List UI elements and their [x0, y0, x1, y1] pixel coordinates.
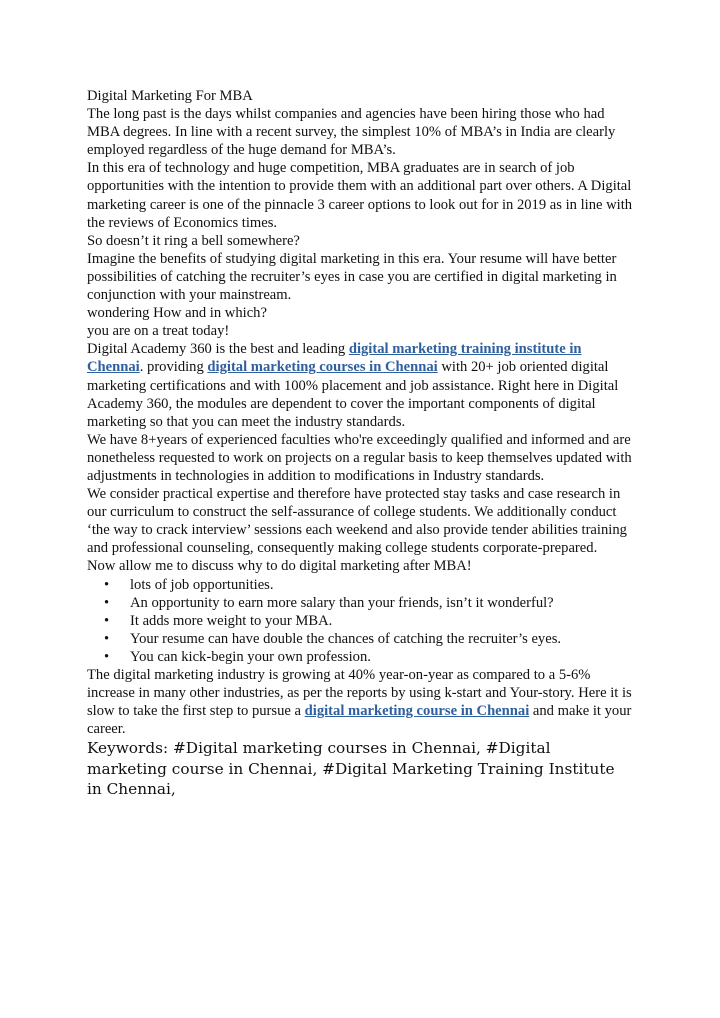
paragraph-era: In this era of technology and huge competition, MBA graduates are in search of job opportunities with the intention to provide them with an additional part over others. A Digital marketing career is one of the pinnacle 3 career options to look out for in 2019 as in line with the reviews of Economics times. — [87, 160, 633, 231]
course-link[interactable]: digital marketing course in Chennai — [304, 703, 530, 720]
paragraph-faculties: We have 8+years of experienced faculties who're exceedingly qualified and informed and are nonetheless requested to work on projects on a regular basis to keep themselves updated with adjustments in technologies in addition to modifications in Industry standards. — [87, 431, 632, 484]
paragraph-intro: The long past is the days whilst companies and agencies have been hiring those who had MBA degrees. In line with a recent survey, the simplest 10% of MBA’s in India are clearly employed regardless of the huge demand for MBA’s. — [87, 106, 616, 159]
list-item-text: It adds more weight to your MBA. — [130, 612, 333, 629]
list-item — [87, 630, 633, 648]
paragraph-question: So doesn’t it ring a bell somewhere? — [87, 232, 300, 249]
bullet-icon: • — [104, 594, 110, 611]
bullet-icon: • — [104, 612, 110, 629]
paragraph-expertise: We consider practical expertise and therefore have protected stay tasks and case research in our curriculum to construct the self-assurance of college students. We additionally conduct ‘the way to crack interview’ sessions each weekend and also provide tender abilities training and professional counseling, consequently making college students corporate-prepared. — [87, 486, 627, 557]
bullet-icon: • — [104, 630, 110, 647]
bullet-icon: • — [104, 648, 110, 665]
growth-text-1: The digital marketing industry is growing at 40% year-on-year as compared to a 5-6% increase in many other industries, as per the reports by using k-start and Your-story. Here it is slow to take the first step to pursue a — [87, 667, 632, 720]
academy-text-3: with 20+ job oriented digital marketing certifications and with 100% placement and job assistance. Right here in Digital Academy 360, the modules are dependent to cover the important components of digital marketing so that you can meet the industry standards. — [87, 359, 619, 430]
document-page — [87, 87, 633, 800]
list-item-text: You can kick-begin your own profession. — [130, 648, 371, 665]
growth-text-2: and make it your career. — [87, 703, 632, 738]
courses-link[interactable]: digital marketing courses in Chennai — [207, 359, 438, 376]
paragraph-treat: you are on a treat today! — [87, 323, 230, 340]
benefits-list — [87, 576, 633, 666]
list-item — [87, 648, 633, 666]
training-institute-link[interactable]: digital marketing training institute in Chennai — [87, 341, 582, 376]
list-item-text: lots of job opportunities. — [130, 576, 274, 593]
paragraph-academy — [87, 340, 633, 430]
list-item — [87, 612, 633, 630]
bullet-icon: • — [104, 576, 110, 593]
list-item-text: Your resume can have double the chances of catching the recruiter’s eyes. — [130, 630, 562, 647]
list-item-text: An opportunity to earn more salary than your friends, isn’t it wonderful? — [130, 594, 554, 611]
academy-text-1: Digital Academy 360 is the best and leading — [87, 341, 349, 358]
paragraph-wondering: wondering How and in which? — [87, 305, 267, 322]
list-item — [87, 594, 633, 612]
list-item — [87, 576, 633, 594]
academy-text-2: . providing — [139, 359, 208, 376]
document-title: Digital Marketing For MBA — [87, 88, 253, 104]
keywords-line: Keywords: #Digital marketing courses in Chennai, #Digital marketing course in Chennai, #Digital Marketing Training Institute in Chennai, — [87, 739, 615, 799]
paragraph-why: Now allow me to discuss why to do digital marketing after MBA! — [87, 558, 472, 575]
paragraph-imagine: Imagine the benefits of studying digital marketing in this era. Your resume will have better possibilities of catching the recruiter’s eyes in case you are certified in digital marketing in conjunction with your mainstream. — [87, 250, 617, 304]
paragraph-growth — [87, 666, 633, 738]
